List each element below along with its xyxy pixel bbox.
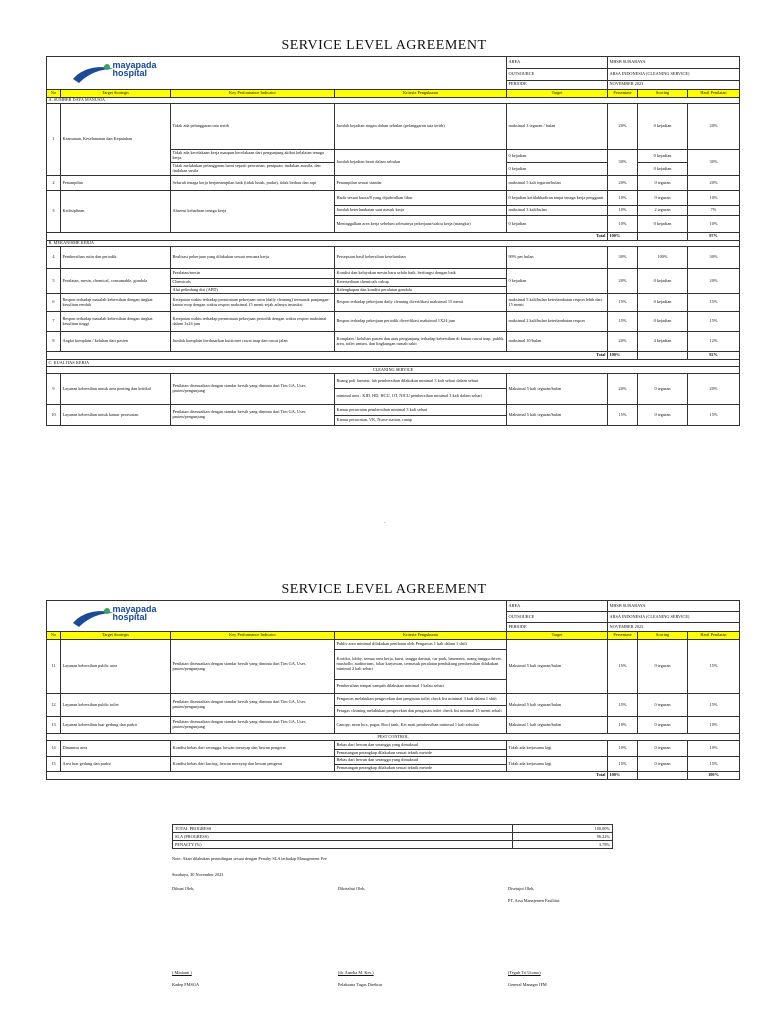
section-b-title: B. MEKANISME KERJA: [47, 241, 740, 247]
signer-role-1: Kadep FMSGA: [172, 982, 200, 987]
sign-date: Surabaya, 30 November 2023: [172, 872, 224, 877]
periode-label: PERIODE: [507, 80, 608, 89]
signer-name-1: ( Minianti ): [172, 970, 192, 975]
hospital-logo-icon: [71, 607, 115, 629]
cleaning-service-header: CLEANING SERVICE: [47, 367, 740, 374]
signer-role-3: General Manager IFM: [508, 982, 547, 987]
sign-label-dibuat: Dibuat Oleh,: [172, 886, 195, 891]
logo-cell: [47, 57, 507, 90]
column-header-row: No Target Strategis Key Performance Indicator Kriteria Pengukuran Target Persentase Scoring Hasil Penilaian: [47, 632, 740, 640]
table-row: 4 Pembersihan rutin dan periodik Realisasi pekerjaan yang dilakukan sesuai rencana kerja Persepsian hasil kebersihan keseluruhan 90% per bulan 30% 100% 30%: [47, 247, 740, 269]
periode-value: NOVEMBER 2023: [608, 80, 740, 89]
table-row: Meninggalkan area kerja sebelum selesainya pekerjaan/waktu kerja (mangkir) 0 kejadian 10% 0 kejadian 10%: [47, 216, 740, 233]
hospital-logo-text: mayapada hospital: [112, 60, 157, 78]
page-separator: -: [384, 520, 386, 525]
summary-row: SLA (PROGRESS) 96,22%: [173, 833, 613, 841]
table-row: 9 Layanan kebersihan untuk area penting dan kritikal Penilaian disesuaikan dengan standar bersih yang diminta dari Tim GA, User, pasien/pengunjung Ruang poli farmasi, lab pembersihan dilakukan minimal 3 kali sehari dalam sehari Maksimal 5 kali teguran/bulan 20% 0 teguran 20%: [47, 374, 740, 389]
table-row: Pemasangan perangkap dilakukan sesuai teknik metode: [47, 765, 740, 772]
section-c-title: C. KUALITAS KERJA: [47, 360, 740, 367]
table-row: 8 Angka komplain / keluhan dari pasien Jumlah komplain berdasarkan kuisioner rawat inap dan rawat jalan Komplain / keluhan pasien dan atau pengunjung terhadap kebersihan di kamar rawat inap, publik area, toilet umum, dan lingkungan rumah sakit maksimal 10/bulan 20% 4 kejadian 12%: [47, 332, 740, 352]
table-row: Pembersihan tempat sampah dilakukan minimal 1 kalau sehari: [47, 680, 740, 694]
table-row: 7 Respon terhadap masalah kebersihan dengan tingkat kesulitan tinggi Ketepatan waktu terhadap permintaan pekerjaan periodik dengan waktu respon maksimal dalam 1x24 jam Respon terhadap pekerjaan periodik diverifikasi maksimal 1X24 jam maksimal 2 kali/bulan keterlambatan respon 15% 0 kejadian 15%: [47, 312, 740, 332]
outsource-value: ARSA INDONESIA (CLEANING SERVICE): [608, 612, 740, 623]
page-title: SERVICE LEVEL AGREEMENT: [281, 38, 487, 53]
sign-label-diketahui: Diketahui Oleh,: [338, 886, 366, 891]
table-row: Pemasangan perangkap dilakukan sesuai teknik metode: [47, 750, 740, 757]
table-row: 10 Layanan kebersihan untuk kamar perawatan Penilaian disesuaikan dengan standar bersih yang diminta dari Tim GA, User, pasien/pengunjung Kamar perawatan pembersihan minimal 3 kali sehari Maksimal 5 kali teguran/bulan 15% 0 teguran 15%: [47, 405, 740, 416]
table-row: Tidak ada kecelakaan kerja maupun kecelakaan dari pengunjung akibat kelalaian tenaga kerja. Jumlah kejadian berat dalam sebulan 0 kejadian 30% 0 kejadian 30%: [47, 150, 740, 163]
summary-row: PENALTY (%) 3,78%: [173, 841, 613, 849]
section-a-title: A. SUMBER DAYA MANUSIA: [47, 98, 740, 104]
table-row: 3 Kedisiplinan Absensi kehadiran tenaga kerja Hadir sesuai kuota/8 yang dijadwalkan libur 0 kejadian ketidakhadiran tanpa tenaga kerja pengganti 10% 0 teguran 10%: [47, 191, 740, 206]
table-row: Kamar perawatan, VK, Nurse station, ranap: [47, 416, 740, 426]
table-row: 13 Layanan kebersihan luar gedung dan parkir Penilaian disesuaikan dengan standar bersih yang diminta dari Tim GA, User, pasien/pengunjung Canopy, neon box, pagar, Roof tank, Ket mati pembersihan minimal 1 kali sebulan Maksimal 1 kali teguran/bulan 10% 0 teguran 10%: [47, 717, 740, 734]
signer-role-2: Pelaksana Tugas Direktur: [338, 982, 383, 987]
logo-cell: [47, 601, 507, 632]
sla-table-page1: [46, 56, 740, 426]
table-row: minimal area : KID, HD, HCU, OT, NICU pembersihan minimal 3 kali dalam sehari: [47, 389, 740, 405]
sla-table-page2: [46, 600, 740, 780]
periode-label: PERIODE: [507, 623, 608, 632]
total-row: Total 100% 92%: [47, 352, 740, 360]
outsource-value: ARSA INDONESIA (CLEANING SERVICE): [608, 68, 740, 80]
table-row: 2 Penampilan Seluruh tenaga kerja berpenampilan baik (tidak lusuh, pudar), tidak berbau dan rapi Penampilan sesuai standar maksimal 5 kali teguran/bulan 20% 0 teguran 20%: [47, 176, 740, 191]
table-row: 5 Peralatan, mesin, chemical, consumable, gondola Peralatan/mesin Kondisi dan kelayakan mesin baru selalu baik, berfungsi dengan baik 0 kejadian 20% 0 kejadian 20%: [47, 269, 740, 279]
page-title-2: SERVICE LEVEL AGREEMENT: [281, 582, 487, 597]
area-label: AREA: [507, 601, 608, 612]
signer-name-2: (dr. Amelia M. Kes.): [338, 970, 374, 975]
penalty-note: Note: Akan dilakukan perundingan sesuai dengan Penalty SLA terhadap Management Fee: [172, 856, 327, 861]
periode-value: NOVEMBER 2023: [608, 623, 740, 632]
table-row: 1 Keamanan, Keselamatan dan Kepatuhan Tidak ada pelanggaran tata tertib Jumlah kejadian ringan dalam sebulan (pelanggaran tata tertib) maksimal 3 teguran / bulan 20% 0 kejadian 20%: [47, 104, 740, 150]
area-value: MHSB SURABAYA: [608, 57, 740, 69]
outsource-label: OUTSOURCE: [507, 68, 608, 80]
table-row: 6 Respon terhadap masalah kebersihan dengan tingkat kesulitan rendah Ketepatan waktu terhadap permintaan pekerjaan rutin (daily cleaning) termasuk panjangan-kamar mop dengan waktu respon maksimal 15 menit sejak adanya instruksi Respon terhadap pekerjaan daily cleaning diverifikasi maksimal 15 menit maksimal 5 kali/bulan keterlambatan respon lebih dari 15 menit 15% 0 kejadian 15%: [47, 294, 740, 312]
table-row: Tidak melakukan pelanggaran berat seperti pencurian, penipuan, tindakan asusila, dan tindakan susila 0 kejadian 0 kejadian: [47, 163, 740, 176]
pest-control-header: PEST CONTROL: [47, 734, 740, 741]
table-row: 11 Layanan kebersihan public area Penilaian disesuaikan dengan standar bersih yang diminta dari Tim GA, User, pasien/pengunjung Public area minimal dilakukan penilaian oleh Pengawas 1 kali dalam 1 shift Maksimal 5 kali teguran/bulan 15% 0 teguran 15%: [47, 640, 740, 650]
sla-summary-table: [172, 824, 613, 849]
sign-company: PT. Arsa Manajemen Fasilitas: [508, 898, 560, 903]
table-row: Jumlah keterlambatan saat masuk kerja maksimal 3 kali/bulan 10% 2 teguran 7%: [47, 206, 740, 216]
area-label: AREA: [507, 57, 608, 69]
table-row: 15 Area luar gedung dan parkir Kondisi bebas dari kucing, hewan merayap dan hewan pengerat Bebas dari hewan dan serangga yang dimaksud Tidak ada kerjasama lagi 15% 0 teguran 15%: [47, 757, 740, 765]
summary-row: TOTAL PROGRESS 100,00%: [173, 825, 613, 833]
total-row: Total 100% 97%: [47, 233, 740, 241]
hospital-logo-icon: [71, 63, 115, 85]
column-header-row: No Target Strategis Key Performance Indicator Kriteria Pengukuran Target Persentase Scoring Hasil Penilaian: [47, 90, 740, 98]
table-row: Chemicals Ketersediaan chemicals cukup: [47, 279, 740, 287]
table-row: Alat pelindung diri (APD) Kelengkapan dan kondisi peralatan gondola: [47, 287, 740, 294]
hospital-logo-text: mayapada hospital: [112, 604, 157, 622]
table-row: Petugas cleaning melakukan pengecekan dan pengisian toilet check list minimal 15 menit sekali: [47, 706, 740, 717]
area-value: MHSB SURABAYA: [608, 601, 740, 612]
sign-label-disetujui: Disetujui Oleh,: [508, 886, 535, 891]
outsource-label: OUTSOURCE: [507, 612, 608, 623]
table-row: 14 Dinamisa area Kondisi bebas dari serangga, hewan merayap dan hewan pengerat Bebas dari hewan dan serangga yang dimaksud Tidak ada kerjasama lagi 10% 0 teguran 10%: [47, 741, 740, 750]
total-row: Total 100% 100%: [47, 772, 740, 780]
table-row: 12 Layanan kebersihan public toilet Penilaian disesuaikan dengan standar bersih yang diminta dari Tim GA, User, pasien/pengunjung Pengawas melakukan pengecekan dan pengisian toilet check list minimal 3 kali dalam 1 shift Maksimal 5 kali teguran/bulan 15% 0 teguran 15%: [47, 694, 740, 706]
table-row: Koridor, lobby, semua area kerja, kursi, tangga darurat, car park, basement, ruang tunggu driver, mushollo, auditorium, lokar karyawan, termasuk peralatan pendukung pembersihan dilakukan minimal 2 kali sehari: [47, 650, 740, 680]
signer-name-3: (Teguh Tri Utomo): [508, 970, 541, 975]
